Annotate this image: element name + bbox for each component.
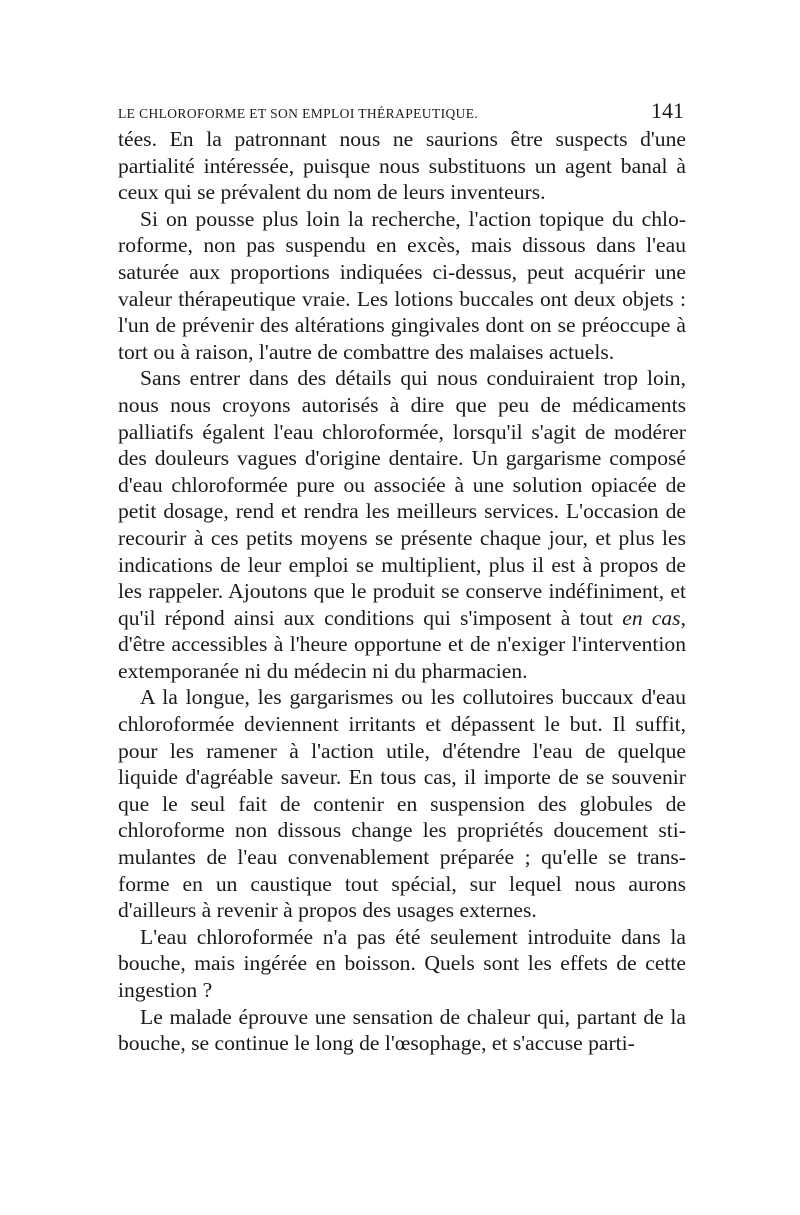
paragraph-3-part-2: , d'être accessibles à l'heure opportune et de n'exiger l'intervention extemporanée ni du médecin ni du pharmacien. — [118, 605, 686, 683]
running-title: LE CHLOROFORME ET SON EMPLOI THÉRAPEUTIQUE. — [118, 106, 479, 121]
paragraph-3-part-1: Sans entrer dans des détails qui nous conduiraient trop loin, nous nous croyons autorisés à dire que peu de médicaments palliatifs égalent l'eau chloroformée, lorsqu'il s'agit de modérer des douleurs vagues d'origine dentaire. Un gargarisme composé d'eau chloroformée pure ou associée à une solution opiacée de petit dosage, rend et rendra les meilleurs services. L'occasion de recourir à ces petits moyens se présente chaque jour, et plus les indications de leur emploi se multiplient, plus il est à propos de les rappeler. Ajoutons que le produit se conserve indéfiniment, et qu'il répond ainsi aux conditions qui s'imposent à tout — [118, 366, 686, 630]
page-number: 141 — [651, 98, 684, 123]
paragraph-1: tées. En la patronnant nous ne saurions être suspects d'une partialité intéressée, puisque nous substituons un agent banal à ceux qui se prévalent du nom de leurs inventeurs. — [118, 127, 686, 205]
paragraph-4: A la longue, les gargarismes ou les collutoires buccaux d'eau chloroformée deviennent irritants et dépassent le but. Il suffit, pour les ramener à l'action utile, d'étendre l'eau de quelque liquide d'agréable saveur. En tous cas, il importe de se souvenir que le seul fait de contenir en suspension des globules de chloroforme non dissous change les propriétés doucement stimulantes de l'eau convenablement préparée ; qu'elle se transforme en un caustique tout spécial, sur lequel nous aurons d'ailleurs à revenir à propos des usages externes. — [118, 685, 686, 923]
paragraph-2: Si on pousse plus loin la recherche, l'action topique du chloroforme, non pas suspendu en excès, mais dissous dans l'eau saturée aux proportions indiquées ci-dessus, peut acquérir une valeur thérapeutique vraie. Les lotions buccales ont deux objets : l'un de prévenir des altérations gingivales dont on se préoccupe à tort ou à raison, l'autre de combattre des malaises actuels. — [118, 206, 686, 364]
paragraph-3 — [118, 365, 686, 684]
paragraph-5: L'eau chloroformée n'a pas été seulement introduite dans la bouche, mais ingérée en boisson. Quels sont les effets de cette ingestion ? — [118, 924, 686, 1002]
italic-phrase: en cas — [622, 605, 681, 630]
paragraph-6: Le malade éprouve une sensation de chaleur qui, partant de la bouche, se continue le long de l'œsophage, et s'accuse parti- — [118, 1004, 686, 1056]
body-text — [118, 126, 686, 1057]
page-header — [118, 98, 684, 122]
